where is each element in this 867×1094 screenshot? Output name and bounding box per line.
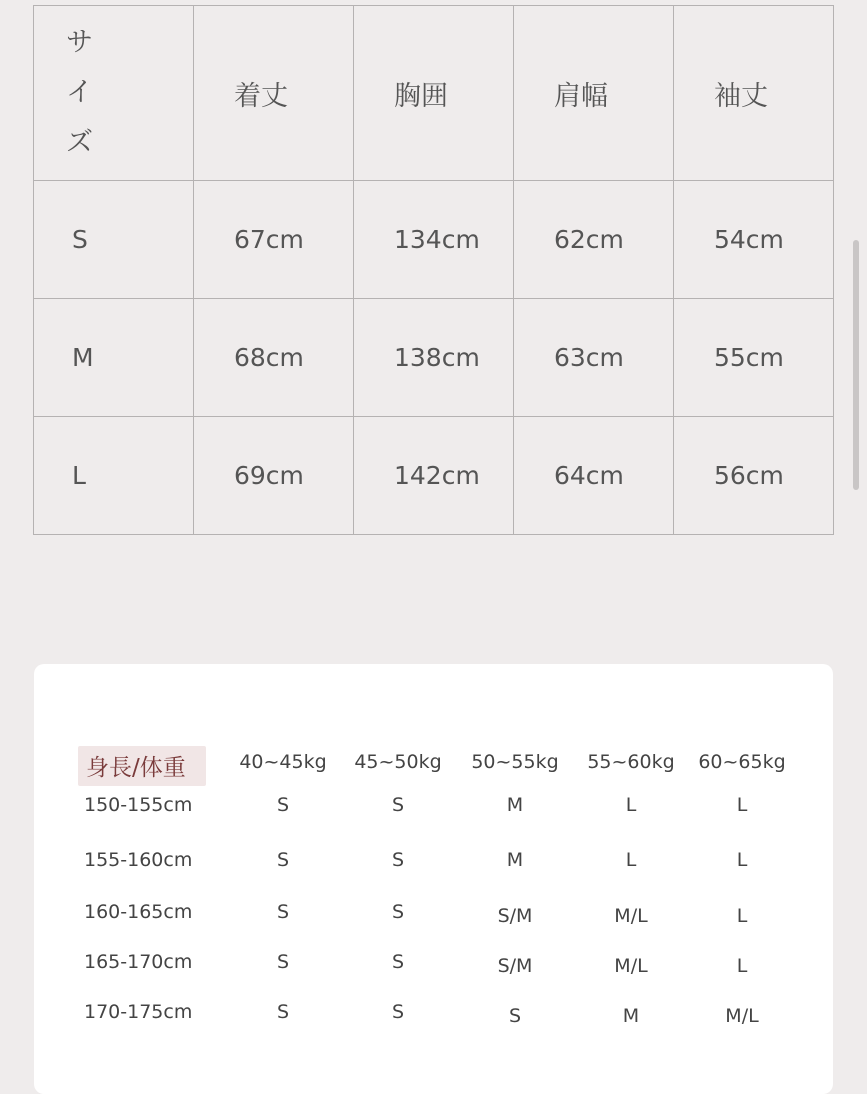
header-size <box>34 6 194 181</box>
recommended-size: S <box>391 794 405 816</box>
row-sleeve: 54cm <box>674 181 834 299</box>
table-row <box>34 417 834 535</box>
row-shoulder: 62cm <box>514 181 674 299</box>
row-chest: 134cm <box>354 181 514 299</box>
row-chest: 138cm <box>354 299 514 417</box>
recommended-size: L <box>625 849 637 871</box>
row-size: M <box>34 299 194 417</box>
recommended-size: S <box>391 1001 405 1023</box>
recommended-size: S <box>276 794 290 816</box>
recommended-size: S <box>276 951 290 973</box>
header-shoulder: 肩幅 <box>514 6 674 181</box>
recommended-size: S <box>276 901 290 923</box>
corner-label: 身長/体重 <box>86 755 186 781</box>
recommended-size: S <box>508 1005 522 1027</box>
header-sleeve: 袖丈 <box>674 6 834 181</box>
fit-chart-card <box>34 664 833 1094</box>
row-shoulder: 64cm <box>514 417 674 535</box>
recommended-size: S <box>391 951 405 973</box>
recommended-size: M <box>622 1005 640 1027</box>
recommended-size: S <box>276 849 290 871</box>
recommended-size: S/M <box>497 905 533 927</box>
row-size: S <box>34 181 194 299</box>
row-size: L <box>34 417 194 535</box>
header-chest: 胸囲 <box>354 6 514 181</box>
recommended-size: L <box>625 794 637 816</box>
recommended-size: L <box>736 794 748 816</box>
recommended-size: S/M <box>497 955 533 977</box>
header-size-label: サイズ <box>66 27 93 158</box>
weight-column-header: 40~45kg <box>239 751 327 773</box>
table-row <box>34 299 834 417</box>
height-row-label: 155-160cm <box>84 849 193 871</box>
weight-column-header: 55~60kg <box>587 751 675 773</box>
recommended-size: L <box>736 905 748 927</box>
row-shoulder: 63cm <box>514 299 674 417</box>
weight-column-header: 50~55kg <box>471 751 559 773</box>
row-sleeve: 56cm <box>674 417 834 535</box>
weight-column-header: 60~65kg <box>698 751 786 773</box>
recommended-size: M/L <box>614 905 648 927</box>
recommended-size: L <box>736 849 748 871</box>
height-row-label: 165-170cm <box>84 951 193 973</box>
recommended-size: S <box>276 1001 290 1023</box>
weight-column-header: 45~50kg <box>354 751 442 773</box>
height-row-label: 150-155cm <box>84 794 193 816</box>
recommended-size: M/L <box>725 1005 759 1027</box>
table-row <box>34 181 834 299</box>
measurement-table <box>33 5 834 535</box>
recommended-size: M <box>506 794 524 816</box>
recommended-size: M <box>506 849 524 871</box>
height-row-label: 170-175cm <box>84 1001 193 1023</box>
scrollbar[interactable] <box>853 240 859 490</box>
header-length: 着丈 <box>194 6 354 181</box>
measurement-header-row <box>34 6 834 181</box>
row-length: 69cm <box>194 417 354 535</box>
row-length: 68cm <box>194 299 354 417</box>
recommended-size: S <box>391 901 405 923</box>
recommended-size: S <box>391 849 405 871</box>
row-chest: 142cm <box>354 417 514 535</box>
height-row-label: 160-165cm <box>84 901 193 923</box>
row-sleeve: 55cm <box>674 299 834 417</box>
recommended-size: M/L <box>614 955 648 977</box>
row-length: 67cm <box>194 181 354 299</box>
recommended-size: L <box>736 955 748 977</box>
